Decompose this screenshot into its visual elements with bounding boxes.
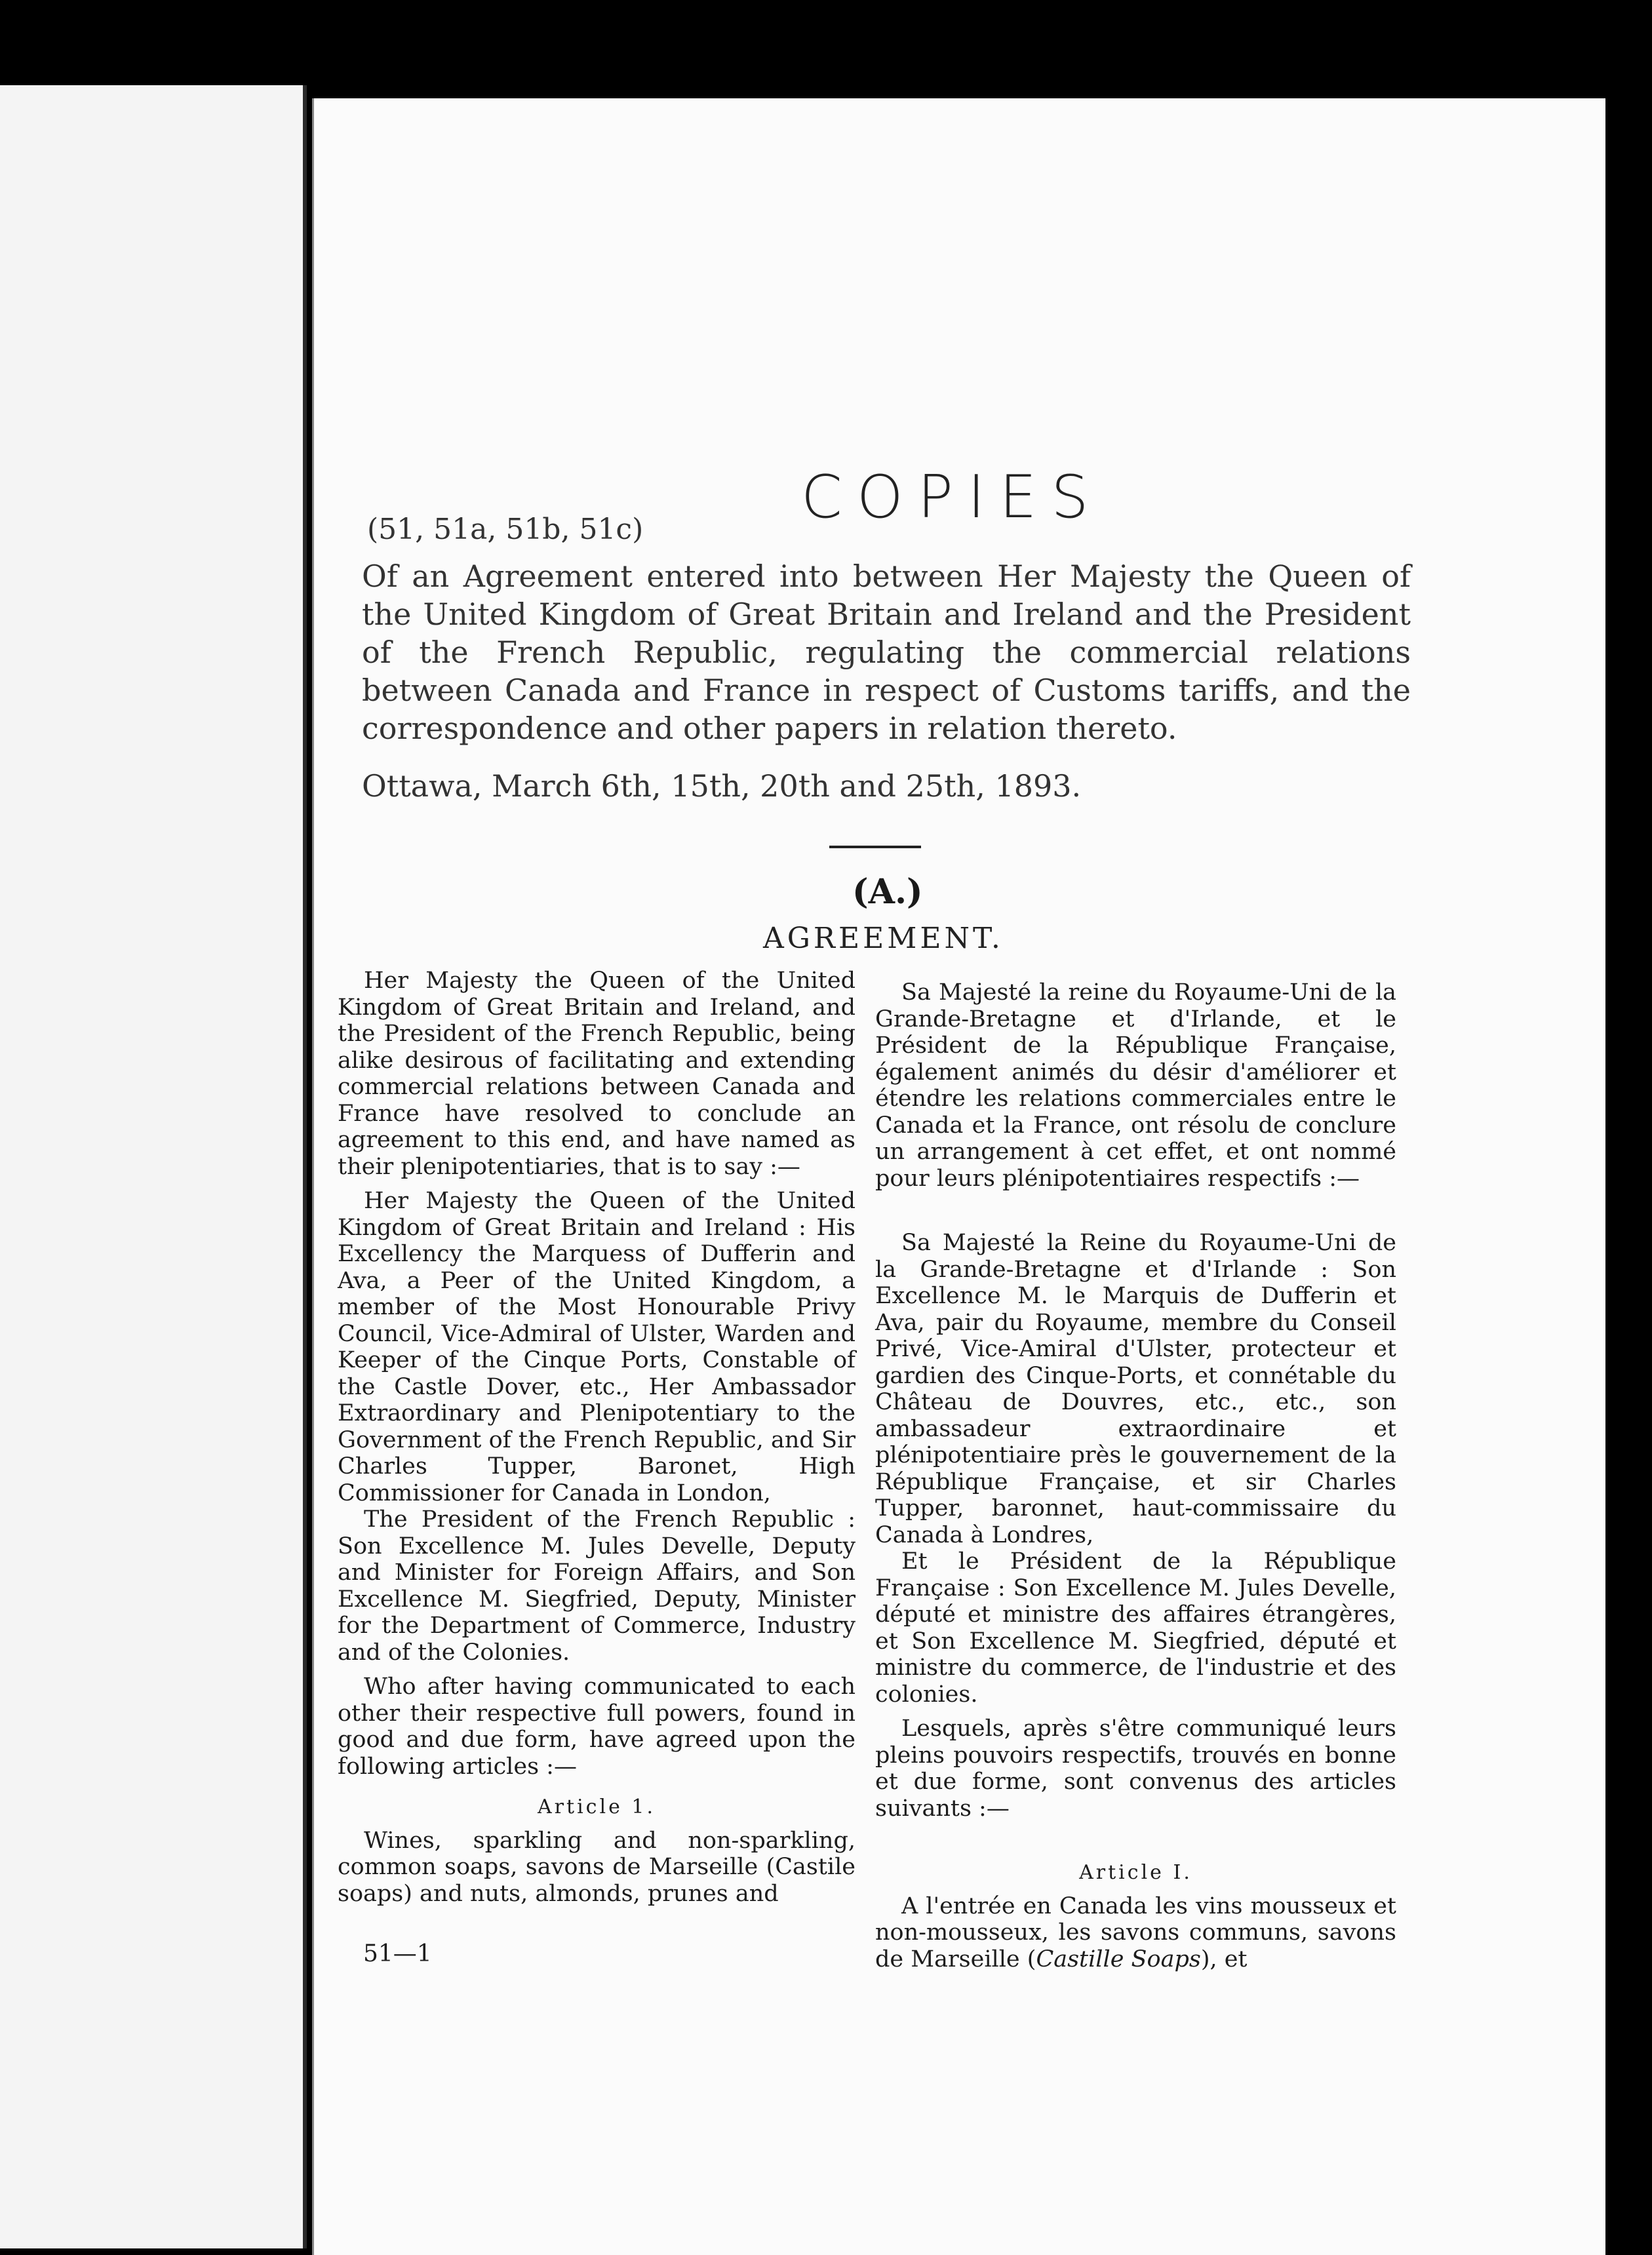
- french-paragraph-2: Sa Majesté la Reine du Royaume-Uni de la Grande-Bretagne et d'Irlande : Son Excellence M. le Marquis de Dufferin et Ava, pair du Royaume, membre du Conseil Privé, Vice-Amiral d'Ulster, protecteur et gardien des Cinque-Ports, et connétable du Château de Douvres, etc., etc., son ambassadeur extraordinaire et plénipotentiaire près le gouvernement de la République Française, et sir Charles Tupper, baronnet, haut-commissaire du Canada à Londres,: [875, 1230, 1396, 1548]
- french-article-text: [875, 1893, 1396, 1973]
- french-article-text-a: A l'entrée en Canada les vins mousseux et non-mousseux, les savons communs, savons de Marseille (: [875, 1892, 1396, 1972]
- english-column: [338, 968, 856, 1907]
- english-paragraph-1: Her Majesty the Queen of the United Kingdom of Great Britain and Ireland, and the President of the French Republic, being alike desirous of facilitating and extending commercial relations between Canada and France have resolved to conclude an agreement to this end, and have named as their plenipotentiaries, that is to say :—: [338, 968, 856, 1180]
- page-signature: 51—1: [363, 1940, 432, 1967]
- section-title: AGREEMENT.: [763, 922, 1004, 955]
- document-title: COPIES: [801, 463, 1103, 532]
- facing-page-edge: [0, 85, 307, 2248]
- section-divider: [829, 846, 921, 848]
- french-paragraph-3: Et le Président de la République Française : Son Excellence M. Jules Develle, député et ministre des affaires étrangères, et Son Excellence M. Siegfried, député et ministre du commerce, de l'industrie et des colonies.: [875, 1548, 1396, 1708]
- french-article-heading: Article I.: [1079, 1861, 1192, 1884]
- english-paragraph-4: Who after having communicated to each other their respective full powers, found in good and due form, have agreed upon the following articles :—: [338, 1674, 856, 1780]
- french-column: [875, 979, 1396, 1972]
- english-paragraph-2: Her Majesty the Queen of the United Kingdom of Great Britain and Ireland : His Excellency the Marquess of Dufferin and Ava, a Peer of the United Kingdom, a member of the Most Honourable Privy Council, Vice-Admiral of Ulster, Warden and Keeper of the Cinque Ports, Constable of the Castle Dover, etc., Her Ambassador Extraordinary and Plenipotentiary to the Government of the French Republic, and Sir Charles Tupper, Baronet, High Commissioner for Canada in London,: [338, 1188, 856, 1506]
- english-paragraph-3: The President of the French Republic : Son Excellence M. Jules Develle, Deputy and Minister for Foreign Affairs, and Son Excellence M. Siegfried, Deputy, Minister for the Department of Commerce, Industry and of the Colonies.: [338, 1506, 856, 1666]
- document-description: Of an Agreement entered into between Her Majesty the Queen of the United Kingdom of Great Britain and Ireland and the President of the French Republic, regulating the commercial relations between Canada and France in respect of Customs tariffs, and the correspondence and other papers in relation thereto.: [362, 559, 1411, 746]
- english-article-heading: Article 1.: [538, 1795, 656, 1818]
- sessional-paper-numbers: (51, 51a, 51b, 51c): [367, 513, 644, 546]
- french-article-text-italic: Castille Soaps: [1036, 1946, 1201, 1972]
- french-article-text-b: ), et: [1200, 1946, 1248, 1972]
- french-paragraph-4: Lesquels, après s'être communiqué leurs pleins pouvoirs respectifs, trouvés en bonne et due forme, sont convenus des articles suivants :—: [875, 1716, 1396, 1822]
- english-article-text: Wines, sparkling and non-sparkling, common soaps, savons de Marseille (Castile soaps) and nuts, almonds, prunes and: [338, 1827, 856, 1907]
- french-paragraph-1: Sa Majesté la reine du Royaume-Uni de la Grande-Bretagne et d'Irlande, et le Président de la République Française, également animés du désir d'améliorer et étendre les relations commerciales entre le Canada et la France, ont résolu de conclure un arrangement à cet effet, et ont nommé pour leurs plénipotentiaires respectifs :—: [875, 979, 1396, 1192]
- section-letter: (A.): [852, 872, 923, 912]
- dateline: Ottawa, March 6th, 15th, 20th and 25th, 1893.: [362, 768, 1082, 804]
